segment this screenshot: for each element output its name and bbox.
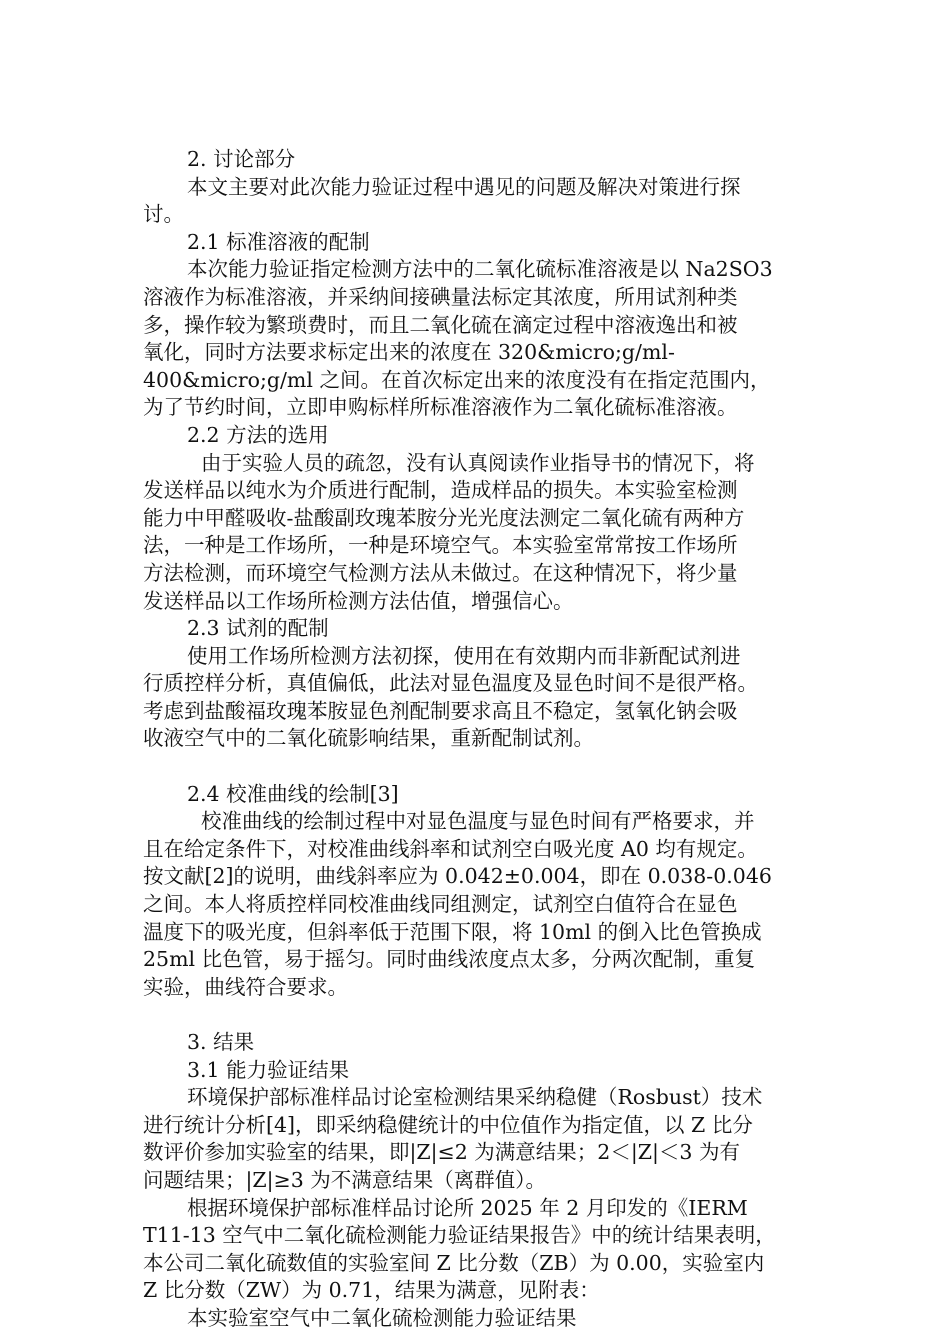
table-caption: 本实验室空气中二氧化硫检测能力验证结果: [187, 1305, 577, 1330]
paragraph-line: 发送样品以工作场所检测方法估值，增强信心。: [143, 588, 574, 613]
paragraph-line: 法，一种是工作场所，一种是环境空气。本实验室常常按工作场所: [143, 533, 738, 558]
paragraph-line: 本次能力验证指定检测方法中的二氧化硫标准溶液是以 Na2SO3: [187, 257, 773, 282]
section-2-2-heading: 2.2 方法的选用: [187, 422, 329, 447]
blank-line: [143, 753, 810, 781]
paragraph-line: 由于实验人员的疏忽，没有认真阅读作业指导书的情况下，将: [201, 450, 755, 475]
paragraph-line: 校准曲线的绘制过程中对显色温度与显色时间有严格要求，并: [201, 809, 755, 834]
paragraph-line: 进行统计分析[4]，即采纳稳健统计的中位值作为指定值，以 Z 比分: [143, 1112, 753, 1137]
paragraph-line: 按文献[2]的说明，曲线斜率应为 0.042±0.004，即在 0.038-0.046: [143, 864, 772, 889]
paragraph-line: 溶液作为标准溶液，并采纳间接碘量法标定其浓度，所用试剂种类: [143, 284, 738, 309]
paragraph-line: Z 比分数（ZW）为 0.71，结果为满意，见附表：: [143, 1278, 600, 1303]
section-3-1-heading: 3.1 能力验证结果: [187, 1057, 350, 1082]
paragraph-line: 且在给定条件下，对校准曲线斜率和试剂空白吸光度 A0 均有规定。: [143, 836, 758, 861]
paragraph-line: 为了节约时间，立即申购标样所标准溶液作为二氧化硫标准溶液。: [143, 395, 738, 420]
section-2-4-heading: 2.4 校准曲线的绘制[3]: [187, 781, 399, 806]
paragraph-line: 根据环境保护部标准样品讨论所 2025 年 2 月印发的《IERM: [187, 1195, 748, 1220]
paragraph-line: 讨。: [143, 202, 184, 227]
paragraph-line: 考虑到盐酸福玫瑰苯胺显色剂配制要求高且不稳定，氢氧化钠会吸: [143, 698, 738, 723]
paragraph-line: 数评价参加实验室的结果，即|Z|≤2 为满意结果；2＜|Z|＜3 为有: [143, 1140, 740, 1165]
paragraph-line: 400&micro;g/ml 之间。在首次标定出来的浓度没有在指定范围内，: [143, 367, 771, 392]
paragraph-line: 收液空气中的二氧化硫影响结果，重新配制试剂。: [143, 726, 594, 751]
paragraph-line: 实验，曲线符合要求。: [143, 974, 348, 999]
section-2-heading: 2. 讨论部分: [187, 147, 296, 171]
paragraph-line: 环境保护部标准样品讨论室检测结果采纳稳健（Rosbust）技术: [187, 1085, 763, 1110]
blank-line: [143, 1001, 810, 1029]
section-2-1-heading: 2.1 标准溶液的配制: [187, 229, 370, 254]
section-2-3-heading: 2.3 试剂的配制: [187, 616, 329, 641]
paragraph-line: 本公司二氧化硫数值的实验室间 Z 比分数（ZB）为 0.00，实验室内: [143, 1250, 765, 1275]
paragraph-line: 氧化，同时方法要求标定出来的浓度在 320&micro;g/ml-: [143, 340, 675, 365]
paragraph-line: 方法检测，而环境空气检测方法从未做过。在这种情况下，将少量: [143, 560, 738, 585]
paragraph-line: 问题结果；|Z|≥3 为不满意结果（离群值）。: [143, 1167, 547, 1192]
section-3-heading: 3. 结果: [187, 1030, 255, 1054]
paragraph-line: 发送样品以纯水为介质进行配制，造成样品的损失。本实验室检测: [143, 478, 738, 503]
paragraph-line: 温度下的吸光度，但斜率低于范围下限，将 10ml 的倒入比色管换成: [143, 919, 762, 944]
paragraph-line: 本文主要对此次能力验证过程中遇见的问题及解决对策进行探: [187, 174, 741, 199]
paragraph-line: 使用工作场所检测方法初探，使用在有效期内而非新配试剂进: [187, 643, 741, 668]
paragraph-line: T11-13 空气中二氧化硫检测能力验证结果报告》中的统计结果表明，: [143, 1223, 776, 1248]
paragraph-line: 25ml 比色管，易于摇匀。同时曲线浓度点太多，分两次配制，重复: [143, 947, 756, 972]
paragraph-line: 多，操作较为繁琐费时，而且二氧化硫在滴定过程中溶液逸出和被: [143, 312, 738, 337]
paragraph-line: 之间。本人将质控样同校准曲线同组测定，试剂空白值符合在显色: [143, 892, 738, 917]
paragraph-line: 行质控样分析，真值偏低，此法对显色温度及显色时间不是很严格。: [143, 671, 758, 696]
paragraph-line: 能力中甲醛吸收-盐酸副玫瑰苯胺分光光度法测定二氧化硫有两种方: [143, 505, 745, 530]
